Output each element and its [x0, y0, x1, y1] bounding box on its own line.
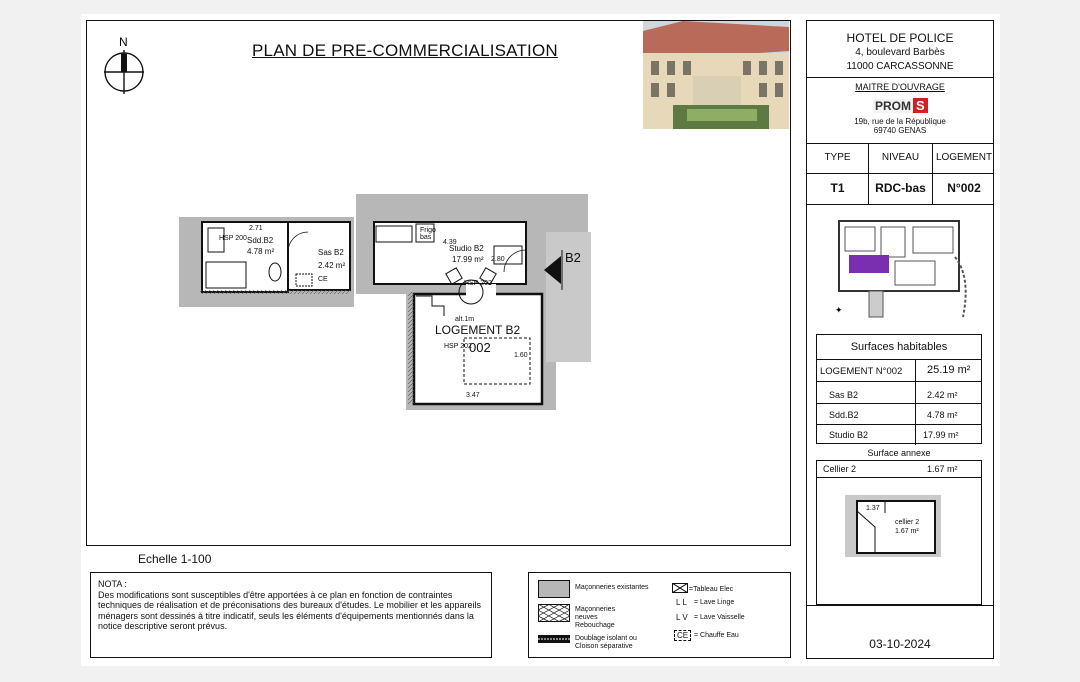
legend-swatch-existing — [538, 580, 570, 598]
alt-label: alt.1m — [455, 316, 475, 323]
hsp-label-3: HSP 202 — [444, 343, 472, 350]
owner-address-1: 19b, rue de la République — [854, 117, 946, 126]
header-niveau: NIVEAU — [881, 152, 920, 163]
surface-row-value: 17.99 m² — [923, 430, 959, 440]
value-logement: N°002 — [947, 181, 981, 195]
date-divider — [806, 605, 994, 606]
header-type: TYPE — [824, 152, 851, 163]
studio-area: 17.99 m² — [452, 255, 484, 264]
building-photo — [643, 21, 789, 129]
page-title: PLAN DE PRE-COMMERCIALISATION — [252, 41, 558, 60]
legend-new: Maçonneries neuves Rebouchage — [575, 606, 616, 629]
note-box — [90, 572, 492, 658]
key-plan — [835, 217, 975, 323]
unit-label: LOGEMENT B2 — [435, 323, 521, 337]
legend-lv-text: = Lave Vaisselle — [694, 614, 745, 621]
legend-swatch-new — [538, 604, 570, 622]
note-heading: NOTA : — [98, 579, 127, 589]
owner-address-2: 69740 GENAS — [873, 126, 927, 135]
project-address-2: 11000 CARCASSONNE — [846, 61, 954, 72]
surface-total-label: LOGEMENT N°002 — [820, 366, 903, 377]
value-niveau: RDC-bas — [875, 181, 926, 195]
surface-row-label: Studio B2 — [829, 430, 869, 440]
legend-lv-code: L V — [676, 613, 688, 622]
project-address-1: 4, boulevard Barbès — [855, 47, 945, 58]
annex-label: Cellier 2 — [823, 464, 857, 474]
owner-logo — [873, 97, 928, 114]
annex-table — [816, 460, 982, 605]
sdd-name: Sdd.B2 — [247, 236, 274, 245]
legend-swatch-lining — [538, 635, 570, 643]
legend-lining: Doublage isolant ou Cloison séparative — [575, 635, 637, 650]
project-name: HOTEL DE POLICE — [846, 31, 954, 45]
dim-label-5: 1.60 — [514, 352, 528, 359]
surface-total-value: 25.19 m² — [927, 364, 971, 376]
legend-existing: Maçonneries existantes — [575, 584, 649, 591]
hsp-label-2: HSP 202 — [464, 280, 492, 287]
legend-ce-code: CE — [674, 630, 691, 641]
legend-ce-text: = Chauffe Eau — [694, 632, 739, 639]
dim-label-4: 3.47 — [466, 392, 480, 399]
logo-text: PROM — [875, 98, 911, 113]
logo-s: S — [913, 98, 928, 113]
surfaces-heading: Surfaces habitables — [850, 341, 948, 353]
surfaces-table — [816, 334, 982, 444]
legend-elec: =Tableau Elec — [689, 586, 734, 593]
legend-box — [528, 572, 791, 658]
sdd-area: 4.78 m² — [247, 247, 275, 256]
studio-name: Studio B2 — [449, 244, 484, 253]
annex-heading: Surface annexe — [867, 448, 931, 458]
owner-label: MAITRE D'OUVRAGE — [855, 82, 945, 92]
legend-ll-code: L L — [676, 598, 687, 607]
annex-dim: 1.37 — [866, 505, 880, 512]
svg-text:✦: ✦ — [835, 305, 843, 315]
dim-label-3: 2.80 — [491, 256, 505, 263]
surface-row-label: Sas B2 — [829, 390, 859, 400]
annex-value: 1.67 m² — [927, 464, 958, 474]
sas-area: 2.42 m² — [318, 261, 346, 270]
scale-label: Echelle 1-100 — [138, 552, 212, 566]
sas-name: Sas B2 — [318, 248, 344, 257]
floor-plan — [176, 192, 596, 414]
date-label: 03-10-2024 — [869, 637, 931, 651]
north-label: N — [119, 35, 128, 49]
surface-row-label: Sdd.B2 — [829, 410, 859, 420]
frigo-label: Frigo bas — [420, 227, 436, 241]
surface-row-value: 4.78 m² — [927, 410, 958, 420]
dim-label-2: 4.39 — [443, 239, 457, 246]
electric-panel-icon — [672, 583, 688, 593]
note-text: Des modifications sont susceptibles d'être apportées à ce plan en fonction de contraintes techniques de réalisation et de préconisations des bureaux d'études. Le mobilier et les appareils ménagers sont dessinés à titre indicatif, seuls les éléments d'équipements mentionnés dans la notice descriptive seront prévus. — [98, 589, 481, 631]
value-type: T1 — [830, 181, 845, 195]
staircase-label: B2 — [565, 250, 581, 265]
header-logement: LOGEMENT — [935, 152, 993, 163]
dim-label-1: 2.71 — [249, 225, 263, 232]
unit-number: 002 — [469, 340, 491, 355]
annex-sketch-label: cellier 2 — [895, 519, 920, 526]
legend-ll-text: = Lave Linge — [694, 599, 735, 606]
ce-label: CE — [318, 276, 328, 283]
annex-sketch-area: 1.67 m² — [895, 528, 919, 535]
surface-row-value: 2.42 m² — [927, 390, 958, 400]
north-arrow-icon — [102, 32, 148, 98]
hsp-label-1: HSP 200 — [219, 235, 247, 242]
